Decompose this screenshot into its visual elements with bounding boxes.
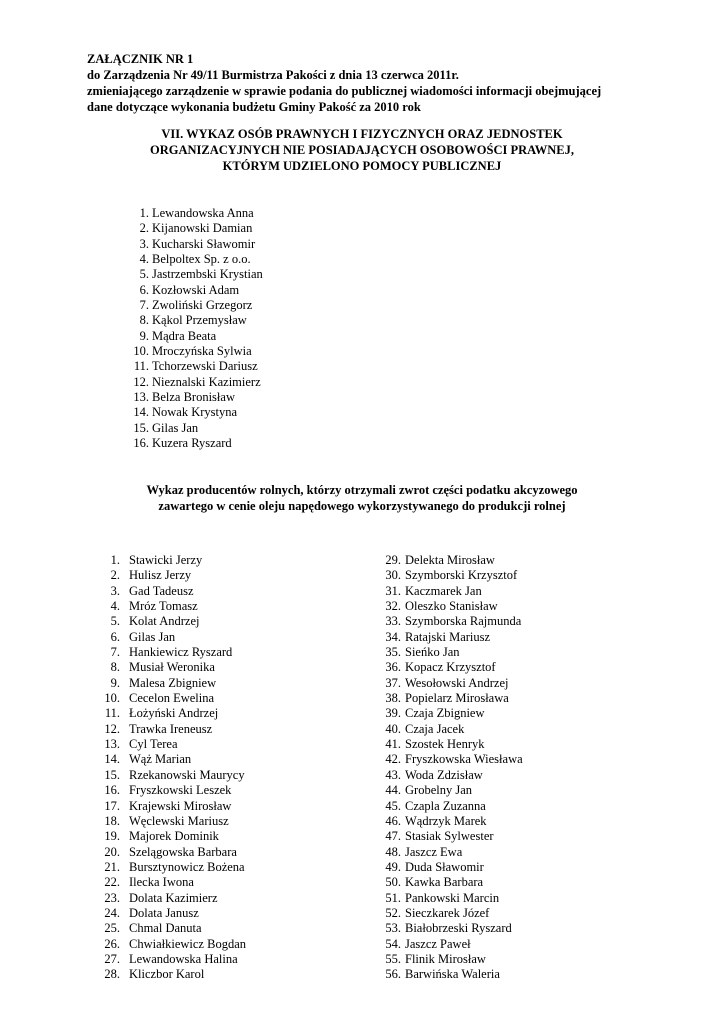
public-aid-recipients-list bbox=[112, 206, 263, 452]
list-item bbox=[94, 752, 246, 767]
list-item-number: 1. bbox=[139, 206, 149, 220]
list-item bbox=[94, 737, 246, 752]
list-item-number: 27. bbox=[104, 951, 120, 966]
list-item-name: Kopacz Krzysztof bbox=[405, 660, 496, 675]
list-item-number: 12. bbox=[133, 374, 149, 389]
farmers-list-title-line-1: Wykaz producentów rolnych, którzy otrzymali zwrot części podatku akcyzowego bbox=[146, 483, 578, 497]
list-item-number: 56. bbox=[385, 967, 401, 982]
list-item-name: Cecelon Ewelina bbox=[129, 691, 215, 706]
list-item-number: 12. bbox=[104, 721, 120, 736]
list-item-name: Wesołowski Andrzej bbox=[405, 675, 509, 690]
list-item-number: 48. bbox=[385, 844, 401, 859]
list-item-number: 54. bbox=[385, 936, 401, 951]
list-item-number: 33. bbox=[385, 614, 401, 629]
list-item bbox=[94, 768, 246, 783]
list-item-number: 47. bbox=[385, 829, 401, 844]
list-item-number: 30. bbox=[385, 568, 401, 583]
list-item-name: Jaszcz Paweł bbox=[405, 936, 471, 951]
list-item bbox=[380, 568, 523, 583]
list-item-name: Belpoltex Sp. z o.o. bbox=[152, 252, 251, 267]
header-line-3: zmieniającego zarządzenie w sprawie podania do publicznej wiadomości informacji obejmującej bbox=[87, 84, 602, 98]
list-item bbox=[380, 645, 523, 660]
list-item-number: 44. bbox=[385, 783, 401, 798]
list-item-name: Barwińska Waleria bbox=[405, 967, 500, 982]
list-item-number: 7. bbox=[110, 645, 120, 660]
list-item-number: 9. bbox=[110, 675, 120, 690]
list-item-name: Sieczkarek Józef bbox=[405, 905, 490, 920]
list-item-name: Musiał Weronika bbox=[129, 660, 215, 675]
list-item-name: Gilas Jan bbox=[129, 629, 176, 644]
list-item-name: Majorek Dominik bbox=[129, 829, 219, 844]
list-item-name: Dolata Kazimierz bbox=[129, 890, 218, 905]
list-item bbox=[380, 799, 523, 814]
list-item-name: Mroczyńska Sylwia bbox=[152, 344, 252, 359]
list-item bbox=[94, 875, 246, 890]
list-item-name: Jaszcz Ewa bbox=[405, 844, 463, 859]
list-item bbox=[380, 737, 523, 752]
list-item-name: Ilecka Iwona bbox=[129, 875, 194, 890]
header-line-4: dane dotyczące wykonania budżetu Gminy Pakość za 2010 rok bbox=[87, 100, 421, 114]
list-item bbox=[94, 676, 246, 691]
list-item bbox=[380, 967, 523, 982]
list-item-name: Kozłowski Adam bbox=[152, 282, 240, 297]
list-item-name: Hankiewicz Ryszard bbox=[129, 645, 233, 660]
list-item-number: 46. bbox=[385, 813, 401, 828]
list-item-number: 6. bbox=[110, 629, 120, 644]
list-item-name: Nieznalski Kazimierz bbox=[152, 374, 261, 389]
list-item bbox=[94, 937, 246, 952]
list-item-name: Szymborska Rajmunda bbox=[405, 614, 522, 629]
list-item-name: Szostek Henryk bbox=[405, 737, 485, 752]
list-item-name: Rzekanowski Maurycy bbox=[129, 767, 245, 782]
list-item-name: Lewandowska Anna bbox=[152, 206, 254, 220]
list-item-number: 10. bbox=[133, 344, 149, 359]
list-item bbox=[380, 845, 523, 860]
list-item bbox=[380, 630, 523, 645]
list-item-name: Mądra Beata bbox=[152, 328, 217, 343]
list-item-name: Kijanowski Damian bbox=[152, 221, 253, 236]
list-item bbox=[380, 599, 523, 614]
list-item bbox=[112, 206, 263, 221]
list-item-name: Delekta Mirosław bbox=[405, 553, 495, 567]
list-item-name: Jastrzembski Krystian bbox=[152, 267, 263, 282]
document-header bbox=[87, 51, 687, 115]
list-item-name: Łożyński Andrzej bbox=[129, 706, 219, 721]
list-item-number: 25. bbox=[104, 921, 120, 936]
list-item bbox=[380, 891, 523, 906]
list-item-number: 55. bbox=[385, 951, 401, 966]
list-item bbox=[380, 768, 523, 783]
list-item-name: Woda Zdzisław bbox=[405, 767, 483, 782]
list-item bbox=[112, 313, 263, 328]
list-item bbox=[380, 553, 523, 568]
list-item bbox=[94, 783, 246, 798]
list-item-name: Sieńko Jan bbox=[405, 645, 460, 660]
list-item-number: 14. bbox=[133, 405, 149, 420]
list-item-number: 45. bbox=[385, 798, 401, 813]
list-item bbox=[94, 568, 246, 583]
list-item bbox=[112, 237, 263, 252]
list-item-name: Białobrzeski Ryszard bbox=[405, 921, 512, 936]
list-item-name: Malesa Zbigniew bbox=[129, 675, 217, 690]
list-item bbox=[112, 405, 263, 420]
list-item-name: Kuzera Ryszard bbox=[152, 436, 232, 451]
section-title-line-3: KTÓRYM UDZIELONO POMOCY PUBLICZNEJ bbox=[222, 159, 502, 173]
list-item-number: 15. bbox=[104, 767, 120, 782]
list-item-number: 39. bbox=[385, 706, 401, 721]
list-item-number: 21. bbox=[104, 859, 120, 874]
list-item-name: Trawka Ireneusz bbox=[129, 721, 213, 736]
list-item bbox=[94, 921, 246, 936]
list-item-number: 8. bbox=[110, 660, 120, 675]
list-item-name: Ratajski Mariusz bbox=[405, 629, 491, 644]
list-item-number: 49. bbox=[385, 859, 401, 874]
list-item-name: Chmal Danuta bbox=[129, 921, 202, 936]
list-item-name: Duda Sławomir bbox=[405, 859, 484, 874]
list-item bbox=[380, 952, 523, 967]
list-item-name: Wądrzyk Marek bbox=[405, 813, 487, 828]
list-item-name: Mróz Tomasz bbox=[129, 599, 198, 614]
list-item-number: 42. bbox=[385, 752, 401, 767]
list-item-name: Gilas Jan bbox=[152, 420, 199, 435]
list-item bbox=[94, 584, 246, 599]
list-item-number: 24. bbox=[104, 905, 120, 920]
list-item bbox=[94, 860, 246, 875]
list-item-name: Dolata Janusz bbox=[129, 905, 199, 920]
list-item-number: 1. bbox=[110, 553, 120, 567]
list-item-number: 51. bbox=[385, 890, 401, 905]
list-item bbox=[112, 252, 263, 267]
list-item-number: 50. bbox=[385, 875, 401, 890]
list-item bbox=[94, 829, 246, 844]
list-item bbox=[94, 645, 246, 660]
list-item bbox=[380, 829, 523, 844]
list-item-number: 4. bbox=[110, 599, 120, 614]
list-item-number: 5. bbox=[139, 267, 149, 282]
list-item-name: Tchorzewski Dariusz bbox=[152, 359, 258, 374]
list-item-number: 17. bbox=[104, 798, 120, 813]
list-item bbox=[94, 799, 246, 814]
list-item bbox=[380, 783, 523, 798]
list-item-name: Szymborski Krzysztof bbox=[405, 568, 518, 583]
list-item-number: 5. bbox=[110, 614, 120, 629]
list-item-name: Węclewski Mariusz bbox=[129, 813, 229, 828]
list-item-name: Kąkol Przemysław bbox=[152, 313, 247, 328]
list-item-name: Nowak Krystyna bbox=[152, 405, 238, 420]
list-item-number: 38. bbox=[385, 691, 401, 706]
list-item-number: 13. bbox=[133, 390, 149, 405]
list-item-name: Czapla Zuzanna bbox=[405, 798, 486, 813]
list-item-number: 35. bbox=[385, 645, 401, 660]
list-item bbox=[380, 706, 523, 721]
list-item bbox=[94, 691, 246, 706]
list-item-number: 53. bbox=[385, 921, 401, 936]
list-item bbox=[94, 906, 246, 921]
list-item bbox=[94, 553, 246, 568]
list-item bbox=[112, 436, 263, 451]
list-item bbox=[380, 584, 523, 599]
list-item bbox=[94, 630, 246, 645]
list-item bbox=[112, 390, 263, 405]
list-item-name: Stasiak Sylwester bbox=[405, 829, 494, 844]
list-item-number: 7. bbox=[139, 298, 149, 313]
list-item bbox=[380, 921, 523, 936]
section-title-line-2: ORGANIZACYJNYCH NIE POSIADAJĄCYCH OSOBOWOŚCI PRAWNEJ, bbox=[150, 143, 574, 157]
list-item-name: Grobelny Jan bbox=[405, 783, 472, 798]
list-item bbox=[112, 344, 263, 359]
list-item bbox=[94, 722, 246, 737]
list-item-name: Flinik Mirosław bbox=[405, 951, 486, 966]
list-item-number: 13. bbox=[104, 737, 120, 752]
list-item-name: Gad Tadeusz bbox=[129, 583, 194, 598]
list-item-number: 3. bbox=[110, 583, 120, 598]
list-item-number: 4. bbox=[139, 252, 149, 267]
list-item bbox=[380, 691, 523, 706]
list-item bbox=[380, 614, 523, 629]
list-item bbox=[380, 660, 523, 675]
list-item-name: Oleszko Stanisław bbox=[405, 599, 498, 614]
list-item-name: Cyl Terea bbox=[129, 737, 178, 752]
list-item-name: Kucharski Sławomir bbox=[152, 236, 256, 251]
list-item bbox=[380, 937, 523, 952]
list-item-name: Belza Bronisław bbox=[152, 390, 235, 405]
list-item-name: Krajewski Mirosław bbox=[129, 798, 232, 813]
list-item-number: 11. bbox=[133, 359, 149, 374]
list-item-name: Hulisz Jerzy bbox=[129, 568, 192, 583]
list-item-number: 11. bbox=[104, 706, 120, 721]
list-item-number: 10. bbox=[104, 691, 120, 706]
list-item bbox=[94, 814, 246, 829]
list-item-name: Lewandowska Halina bbox=[129, 951, 238, 966]
list-item-number: 6. bbox=[139, 282, 149, 297]
list-item bbox=[112, 298, 263, 313]
list-item-number: 14. bbox=[104, 752, 120, 767]
list-item-number: 31. bbox=[385, 583, 401, 598]
list-item-number: 20. bbox=[104, 844, 120, 859]
farmers-list-title bbox=[40, 482, 684, 514]
list-item bbox=[112, 267, 263, 282]
list-item-number: 9. bbox=[139, 328, 149, 343]
list-item-number: 18. bbox=[104, 813, 120, 828]
list-item-name: Bursztynowicz Bożena bbox=[129, 859, 245, 874]
list-item-number: 19. bbox=[104, 829, 120, 844]
list-item bbox=[112, 329, 263, 344]
list-item bbox=[112, 283, 263, 298]
list-item-name: Kawka Barbara bbox=[405, 875, 484, 890]
list-item bbox=[112, 421, 263, 436]
list-item-name: Wąż Marian bbox=[129, 752, 192, 767]
list-item-name: Szelągowska Barbara bbox=[129, 844, 237, 859]
farmers-list-title-line-2: zawartego w cenie oleju napędowego wykorzystywanego do produkcji rolnej bbox=[158, 499, 566, 513]
list-item-number: 16. bbox=[104, 783, 120, 798]
list-item bbox=[112, 375, 263, 390]
list-item bbox=[380, 860, 523, 875]
list-item-name: Czaja Jacek bbox=[405, 721, 465, 736]
section-title-line-1: VII. WYKAZ OSÓB PRAWNYCH I FIZYCZNYCH ORAZ JEDNOSTEK bbox=[161, 127, 563, 141]
list-item bbox=[380, 875, 523, 890]
list-item-name: Zwoliński Grzegorz bbox=[152, 298, 253, 313]
list-item-name: Chwiałkiewicz Bogdan bbox=[129, 936, 246, 951]
list-item bbox=[380, 752, 523, 767]
list-item bbox=[94, 891, 246, 906]
farmers-list-right-column bbox=[380, 553, 523, 983]
list-item-number: 23. bbox=[104, 890, 120, 905]
list-item-number: 22. bbox=[104, 875, 120, 890]
list-item-number: 15. bbox=[133, 420, 149, 435]
list-item bbox=[94, 614, 246, 629]
list-item-name: Kliczbor Karol bbox=[129, 967, 205, 982]
list-item-number: 36. bbox=[385, 660, 401, 675]
list-item-name: Stawicki Jerzy bbox=[129, 553, 203, 567]
list-item-number: 29. bbox=[385, 553, 401, 567]
list-item bbox=[94, 660, 246, 675]
list-item-number: 32. bbox=[385, 599, 401, 614]
list-item bbox=[112, 221, 263, 236]
list-item-number: 28. bbox=[104, 967, 120, 982]
list-item-name: Kaczmarek Jan bbox=[405, 583, 482, 598]
header-line-1: ZAŁĄCZNIK NR 1 bbox=[87, 52, 194, 66]
list-item-number: 3. bbox=[139, 236, 149, 251]
list-item bbox=[94, 845, 246, 860]
list-item bbox=[380, 722, 523, 737]
list-item-name: Czaja Zbigniew bbox=[405, 706, 485, 721]
list-item-name: Popielarz Mirosława bbox=[405, 691, 509, 706]
list-item-number: 2. bbox=[110, 568, 120, 583]
list-item-number: 40. bbox=[385, 721, 401, 736]
list-item-number: 16. bbox=[133, 436, 149, 451]
list-item bbox=[94, 967, 246, 982]
list-item-number: 37. bbox=[385, 675, 401, 690]
list-item-number: 41. bbox=[385, 737, 401, 752]
list-item-number: 52. bbox=[385, 905, 401, 920]
header-line-2: do Zarządzenia Nr 49/11 Burmistrza Pakości z dnia 13 czerwca 2011r. bbox=[87, 68, 459, 82]
list-item bbox=[94, 706, 246, 721]
list-item-number: 34. bbox=[385, 629, 401, 644]
farmers-list-left-column bbox=[94, 553, 246, 983]
list-item bbox=[112, 359, 263, 374]
list-item-number: 43. bbox=[385, 767, 401, 782]
section-title bbox=[40, 126, 684, 174]
list-item-number: 2. bbox=[139, 221, 149, 236]
list-item-name: Fryszkowski Leszek bbox=[129, 783, 232, 798]
list-item bbox=[380, 676, 523, 691]
list-item-name: Pankowski Marcin bbox=[405, 890, 500, 905]
list-item-name: Fryszkowska Wiesława bbox=[405, 752, 523, 767]
list-item-name: Kolat Andrzej bbox=[129, 614, 200, 629]
list-item bbox=[94, 599, 246, 614]
list-item-number: 26. bbox=[104, 936, 120, 951]
list-item bbox=[380, 814, 523, 829]
list-item-number: 8. bbox=[139, 313, 149, 328]
list-item bbox=[94, 952, 246, 967]
list-item bbox=[380, 906, 523, 921]
